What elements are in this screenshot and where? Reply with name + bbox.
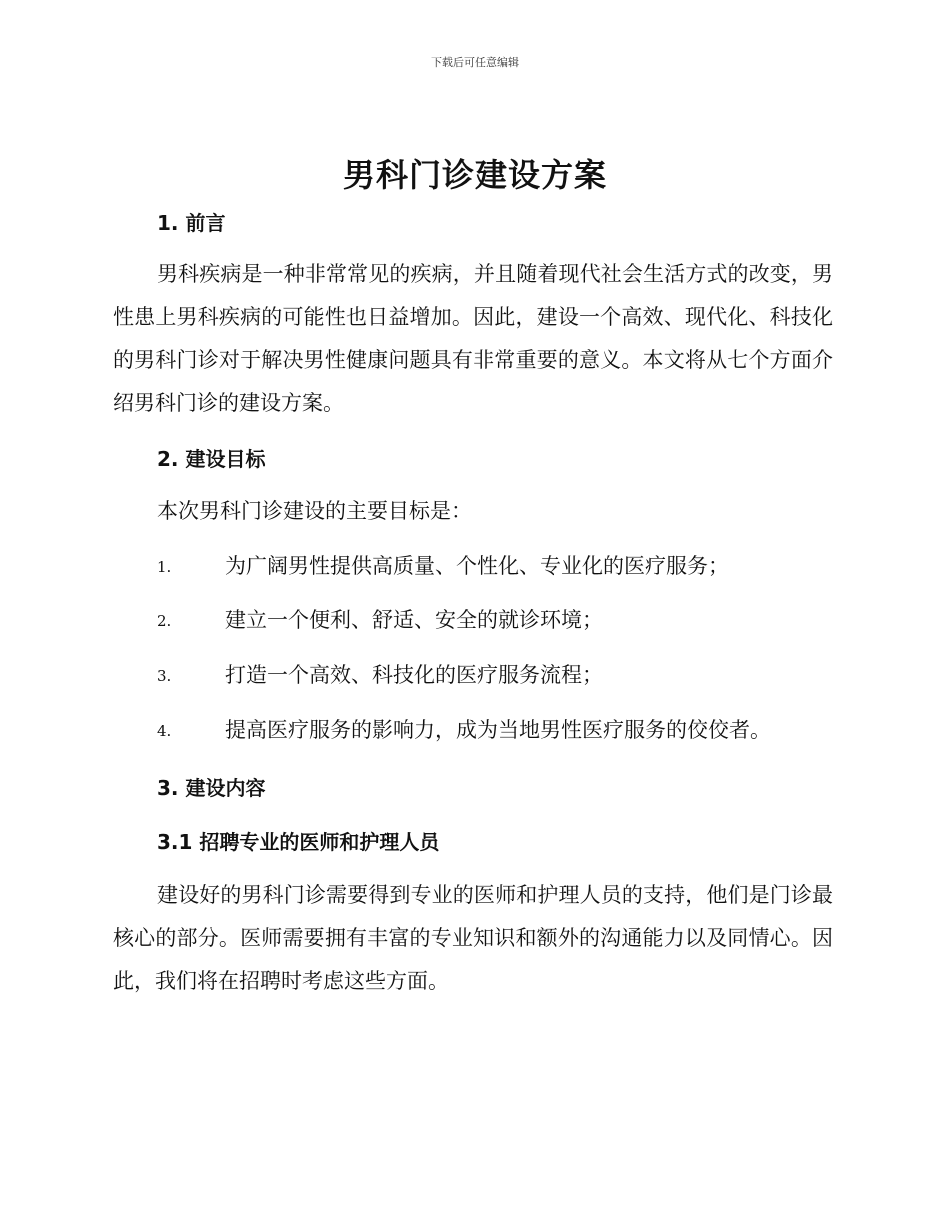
- list-item-text: 打造一个高效、科技化的医疗服务流程；: [225, 663, 603, 687]
- list-item-number: 2.: [157, 612, 172, 630]
- list-item-number: 3.: [157, 667, 172, 685]
- list-item-text: 提高医疗服务的影响力，成为当地男性医疗服务的佼佼者。: [225, 718, 771, 742]
- section-heading-content: 3. 建设内容: [157, 776, 266, 800]
- subsection-heading-recruit: 3.1 招聘专业的医师和护理人员: [157, 830, 440, 854]
- goals-intro: 本次男科门诊建设的主要目标是：: [157, 499, 472, 523]
- list-item-number: 4.: [157, 722, 172, 740]
- header-note: 下载后可任意编辑: [431, 56, 519, 69]
- recruit-paragraph: 建设好的男科门诊需要得到专业的医师和护理人员的支持，他们是门诊最核心的部分。医师需要拥有丰富的专业知识和额外的沟通能力以及同情心。因此，我们将在招聘时考虑这些方面。: [113, 883, 833, 993]
- list-item-number: 1.: [157, 558, 172, 576]
- list-item-text: 建立一个便利、舒适、安全的就诊环境；: [225, 608, 603, 632]
- document-title: 男科门诊建设方案: [342, 156, 607, 194]
- list-item-text: 为广阔男性提供高质量、个性化、专业化的医疗服务；: [225, 554, 729, 578]
- section-heading-preface: 1. 前言: [157, 211, 226, 235]
- section-heading-goals: 2. 建设目标: [157, 447, 266, 471]
- preface-paragraph: 男科疾病是一种非常常见的疾病，并且随着现代社会生活方式的改变，男性患上男科疾病的可能性也日益增加。因此，建设一个高效、现代化、科技化的男科门诊对于解决男性健康问题具有非常重要的意义。本文将从七个方面介绍男科门诊的建设方案。: [113, 262, 833, 415]
